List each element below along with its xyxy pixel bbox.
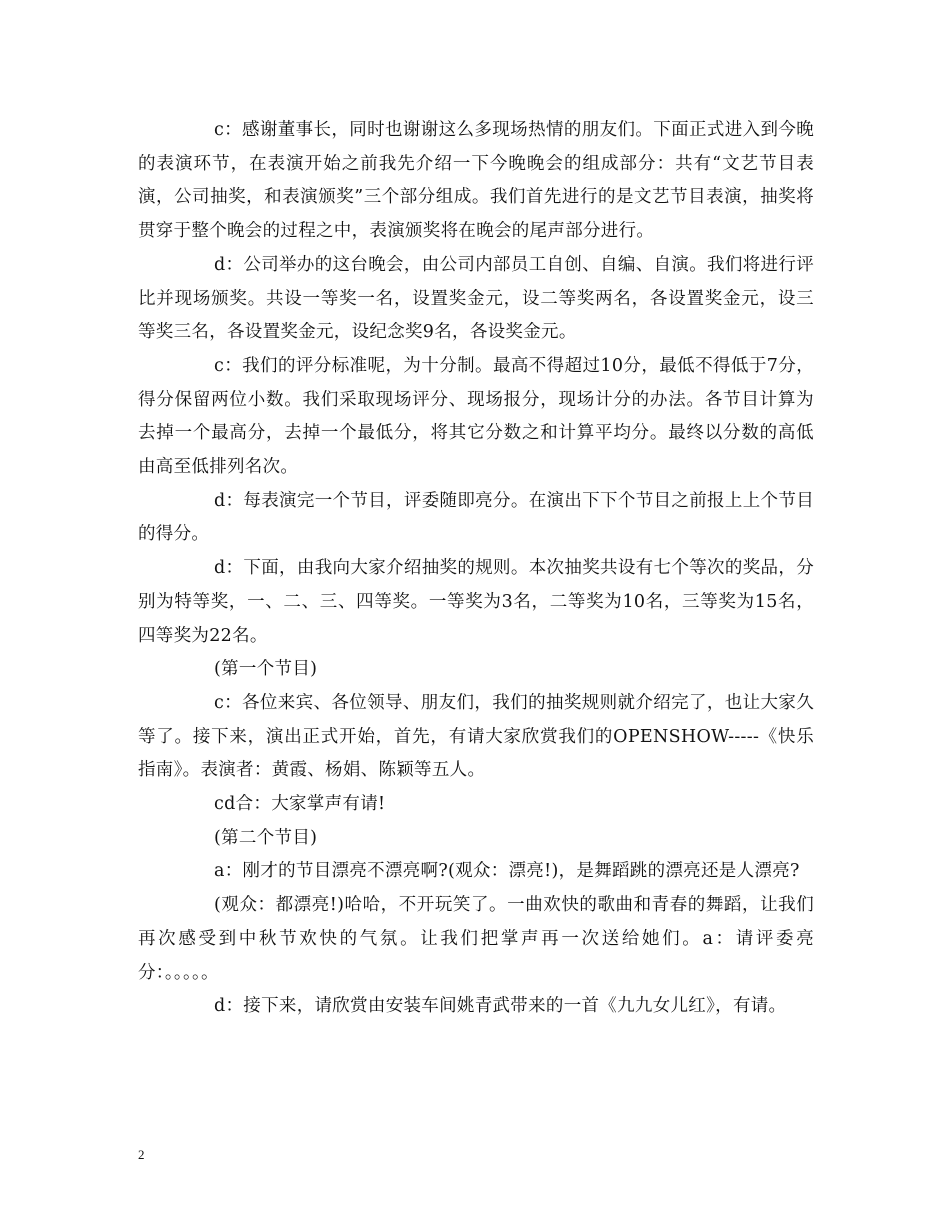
paragraph: a：刚才的节目漂亮不漂亮啊?(观众：漂亮!)，是舞蹈跳的漂亮还是人漂亮? bbox=[214, 861, 800, 882]
paragraph: cd合：大家掌声有请! bbox=[214, 794, 386, 815]
paragraph: d：接下来，请欣赏由安装车间姚青武带来的一首《九九女儿红》，有请。 bbox=[214, 996, 787, 1017]
page-number: 2 bbox=[138, 1147, 145, 1162]
paragraph: d：下面，由我向大家介绍抽奖的规则。本次抽奖共设有七个等次的奖品，分别为特等奖，一、二、三、四等奖。一等奖为3名，二等奖为10名，三等奖为15名，四等奖为22名。 bbox=[138, 558, 814, 646]
body-text bbox=[138, 114, 814, 1024]
paragraph: c：各位来宾、各位领导、朋友们，我们的抽奖规则就介绍完了，也让大家久等了。接下来，演出正式开始，首先，有请大家欣赏我们的OPENSHOW-----《快乐指南》。表演者：黄霞、杨娟、陈颖等五人。 bbox=[138, 692, 814, 781]
paragraph: d：公司举办的这台晚会，由公司内部员工自创、自编、自演。我们将进行评比并现场颁奖。共设一等奖一名，设置奖金元，设二等奖两名，各设置奖金元，设三等奖三名，各设置奖金元，设纪念奖9名，各设奖金元。 bbox=[138, 254, 814, 343]
paragraph: c：我们的评分标准呢，为十分制。最高不得超过10分，最低不得低于7分，得分保留两位小数。我们采取现场评分、现场报分，现场计分的办法。各节目计算为去掉一个最高分，去掉一个最低分，将其它分数之和计算平均分。最终以分数的高低由高至低排列名次。 bbox=[138, 355, 814, 478]
section-heading: (第二个节目) bbox=[214, 827, 318, 848]
paragraph: (观众：都漂亮!)哈哈，不开玩笑了。一曲欢快的歌曲和青春的舞蹈，让我们再次感受到中秋节欢快的气氛。让我们把掌声再一次送给她们。a：请评委亮分：。。。。。 bbox=[138, 895, 814, 983]
paragraph: c：感谢董事长，同时也谢谢这么多现场热情的朋友们。下面正式进入到今晚的表演环节，在表演开始之前我先介绍一下今晚晚会的组成部分：共有“文艺节目表演，公司抽奖，和表演颁奖”三个部分组成。我们首先进行的是文艺节目表演，抽奖将贯穿于整个晚会的过程之中，表演颁奖将在晚会的尾声部分进行。 bbox=[138, 120, 814, 242]
paragraph: d：每表演完一个节目，评委随即亮分。在演出下下个节目之前报上上个节目的得分。 bbox=[138, 490, 814, 545]
section-heading: (第一个节目) bbox=[214, 659, 318, 680]
